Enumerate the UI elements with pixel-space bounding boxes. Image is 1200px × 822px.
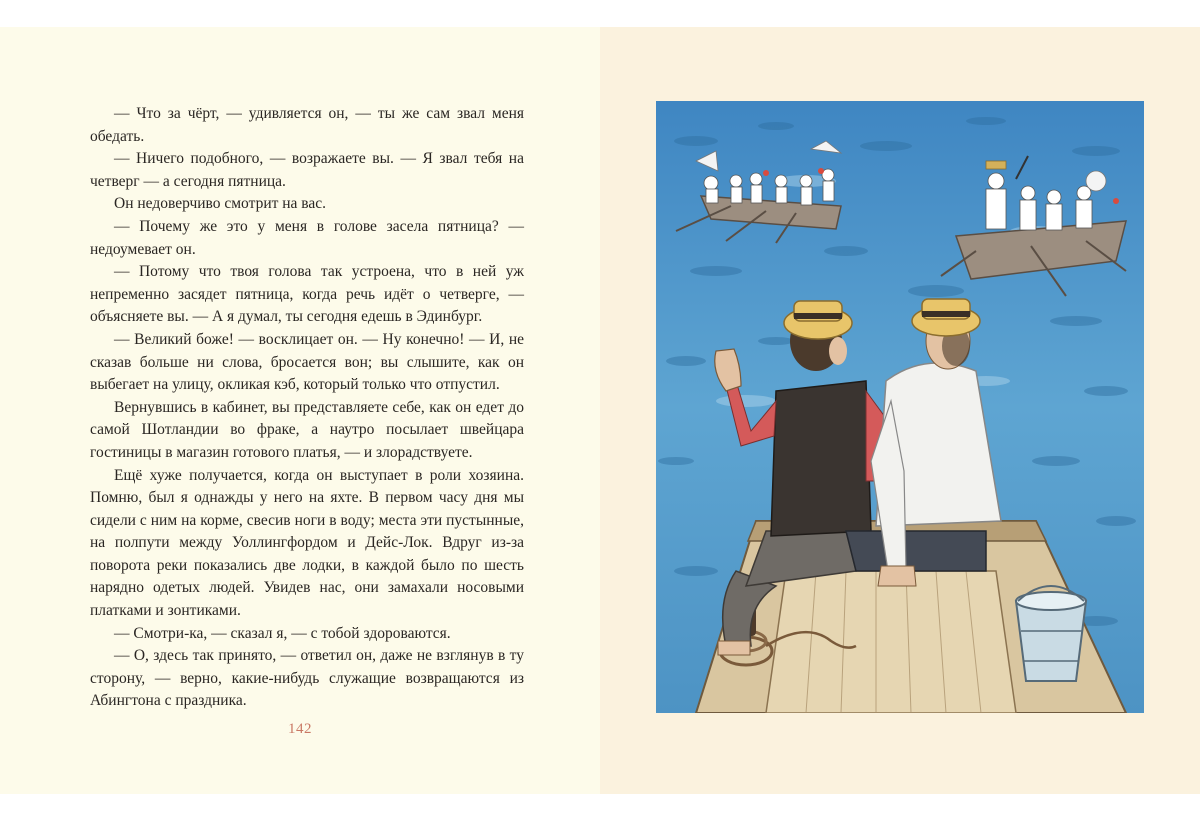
paragraph: — Потому что твоя голова так устроена, что в ней уж непременно засядет пятница, когда речь идёт о четверге, — объясняете вы. — А я думал, ты сегодня едешь в Эдинбург. xyxy=(90,263,524,326)
book-spread xyxy=(0,27,1200,794)
paragraph: — Что за чёрт, — удивляется он, — ты же сам звал меня обедать. xyxy=(90,105,524,145)
body-text xyxy=(90,103,524,713)
paragraph: Ещё хуже получается, когда он выступает в роли хозяина. Помню, был я однажды у него на яхте. В первом часу дня мы сидели с ним на корме, свесив ноги в воду; места эти пустынные, на полпути между Уоллингфордом и Дейс-Лок. Вдруг из-за поворота реки показались две лодки, в каждой было по шесть нарядно одетых людей. Увидев нас, они замахали носовыми платками и зонтиками. xyxy=(90,466,524,620)
paragraph: Вернувшись в кабинет, вы представляете себе, как он едет до самой Шотландии во фраке, а наутро посылает швейцара гостиницы в магазин готового платья, — и злорадствуете. xyxy=(90,398,524,461)
right-page xyxy=(600,27,1200,794)
paragraph: — Почему же это у меня в голове засела пятница? — недоумевает он. xyxy=(90,217,524,258)
paragraph: — О, здесь так принято, — ответил он, даже не взглянув в ту сторону, — верно, какие-нибудь служащие возвращаются из Абингтона с праздника. xyxy=(90,647,524,710)
paragraph: Он недоверчиво смотрит на вас. xyxy=(114,195,327,213)
boat-illustration xyxy=(656,101,1144,713)
left-page xyxy=(0,27,600,794)
paragraph: — Ничего подобного, — возражаете вы. — Я звал тебя на четверг — а сегодня пятница. xyxy=(90,150,524,190)
paragraph: — Смотри-ка, — сказал я, — с тобой здороваются. xyxy=(114,624,451,642)
bucket xyxy=(1016,586,1086,681)
page-number: 142 xyxy=(288,721,312,737)
paragraph: — Великий боже! — восклицает он. — Ну конечно! — И, не сказав больше ни слова, бросается вон; вы слышите, как он выбегает на улицу, окликая кэб, который только что отпустил. xyxy=(90,330,524,394)
